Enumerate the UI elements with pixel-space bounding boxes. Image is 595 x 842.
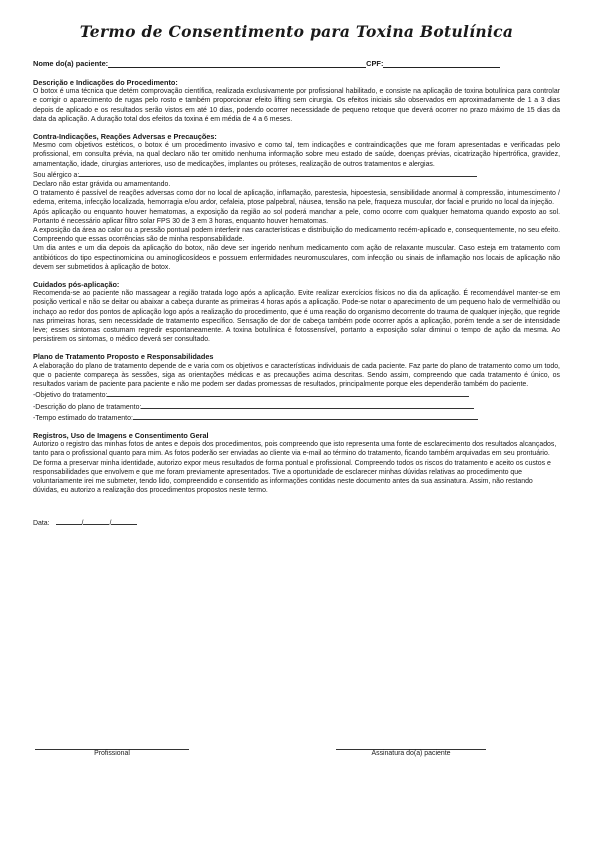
cpf-label: CPF: <box>366 59 384 68</box>
professional-signature[interactable] <box>35 749 189 757</box>
section-heading-contra: Contra-Indicações, Reações Adversas e Precauções: <box>33 132 217 142</box>
section-heading-registros: Registros, Uso de Imagens e Consentimento Geral <box>33 430 209 440</box>
date-line: Data: / / <box>33 517 560 527</box>
allergy-line <box>33 169 560 180</box>
descricao-plano-line <box>33 401 560 412</box>
descricao-plano-field[interactable] <box>141 401 474 409</box>
section-heading-cuidados: Cuidados pós-aplicação: <box>33 280 120 290</box>
objetivo-field[interactable] <box>107 389 469 397</box>
registros-paragraph: Autorizo o registro das minhas fotos de antes e depois dos procedimentos, pois compreendo que isto representa uma fonte de esclarecimento dos resultados alcançados, tanto para o profissional quanto para mim. As fotos poderão ser enviadas ao cliente via e-mail ao término do tratamento, ficando também arquivadas em seu prontuário. De forma a preservar minha identidade, autorizo expor meus resultados de forma pontual e profissional. Compreendo todos os riscos do tratamento e aceito os custos e responsabilidades que envolvem e que me foram previamente apresentados. Tive a oportunidade de esclarecer minhas dúvidas relativas ao procedimento que voluntariamente irei me submeter, tendo lido, compreendido e consentido as informações contidas neste documento antes da sua assinatura. Assim, não restando dúvidas, eu autorizo a realização dos procedimentos propostos neste termo. <box>33 441 557 495</box>
contra-paragraph-4: Após aplicação ou enquanto houver hematomas, a exposição da região ao sol poderá manchar a pele, como ocorre com qualquer hematoma quando exposto ao sol. Portanto é necessário aplicar filtro solar FPS 30 de 3 em 3 horas, enquanto houver hematomas. <box>33 208 560 225</box>
patient-id-line <box>33 59 560 68</box>
consent-form <box>33 22 560 757</box>
tempo-field[interactable] <box>133 412 478 420</box>
tempo-line <box>33 412 560 423</box>
contra-paragraph-6: Um dia antes e um dia depois da aplicação do botox, não deve ser ingerido nenhum medicamento com ação de relaxante muscular. Caso esteja em tratamento com antibióticos do tipo espectinomicina ou aminoglicosídeos e possuem enfermidades neuromusculares, com infecção ou sinais de inflamação nos locais de aplicação não devem ser submetidos à aplicação de botox. <box>33 245 560 271</box>
contra-paragraph-3: O tratamento é passível de reações adversas como dor no local de aplicação, inflamação, parestesia, hipoestesia, sensibilidade anormal à compressão, intumescimento / edema, eritema, infecção localizada, hemorragia e/ou ardor, cefaleia, ptose palpebral, náusea, tensão na pele, fraqueza muscular, dor facial e prurido no local da injeção. <box>33 190 560 207</box>
descricao-paragraph: O botox é uma técnica que detém comprovação científica, realizada exclusivamente por profissional habilitado, e consiste na aplicação de toxina botulínica para controlar e corrigir o aparecimento de rugas pelo rosto e também proporcionar efeito lifting sem cirurgia. Os efeitos iniciais são observados em aproximadamente de 1 a 3 dias depois de aplicado e os resultados serão vistos em até 10 dias, podendo ocorrer necessidade de pequeno retoque que deverá ocorrer no prazo máximo de 15 dias da data da aplicação. A duração total dos efeitos da toxina é em média de 4 a 6 meses. <box>33 88 560 123</box>
date-day-field[interactable] <box>56 517 82 525</box>
date-year-field[interactable] <box>111 517 137 525</box>
patient-name-label: Nome do(a) paciente: <box>33 59 109 68</box>
date-month-field[interactable] <box>83 517 109 525</box>
section-heading-plano: Plano de Tratamento Proposto e Responsabilidades <box>33 352 214 362</box>
descricao-plano-label: -Descrição do plano de tratamento: <box>33 403 142 411</box>
patient-signature-label: Assinatura do(a) paciente <box>371 750 451 757</box>
patient-name-field[interactable] <box>108 59 366 68</box>
plano-paragraph: A elaboração do plano de tratamento depende de e varia com os objetivos e características individuais de cada paciente. Faz parte do plano de tratamento como um todo, que o paciente compareça às sessões, siga as orientações médicas e as precauções acima descritas. Sendo assim, compreendo que cada tratamento é único, os resultados variam de paciente para paciente e não me podem ser dadas promessas de resultados, principalmente porque eles dependerão também do paciente. <box>33 362 560 389</box>
cpf-field[interactable] <box>383 59 500 68</box>
patient-signature[interactable] <box>336 749 486 757</box>
cuidados-paragraph: Recomenda-se ao paciente não massagear a região tratada logo após a aplicação. Evite realizar exercícios físicos no dia da aplicação. É recomendável manter-se em posição vertical e não se deitar ou abaixar a cabeça durante as primeiras 4 horas após a aplicação. Pode-se notar o aparecimento de um pequeno halo de vermelhidão ou inchaço ao redor dos pontos de aplicação logo após a realização do procedimento, que é uma reação do organismo decorrente do trauma de qualquer injeção, que regride nas primeiras horas, sem necessidade de tratamento específico. Sensação de dor de cabeça também pode ocorrer após a aplicação, porém tende a ser de intensidade leve; esses sintomas costumam regredir espontaneamente. A toxina botulínica é fotossensível, portanto a exposição solar diminui o tempo de ação da mesma. Ao persistirem os sintomas, o médico deverá ser consultado. <box>33 290 560 344</box>
allergy-label: Sou alérgico a: <box>33 171 80 179</box>
allergy-field[interactable] <box>79 169 477 177</box>
document-title: Termo de Consentimento para Toxina Botulínica <box>79 22 514 41</box>
contra-paragraph-5: A exposição da área ao calor ou a pressão pontual podem interferir nas características e distribuição do medicamento recém-aplicado e, consequentemente, no seu efeito. Compreendo que essas ocorrências são de minha responsabilidade. <box>33 227 560 244</box>
date-label: Data: <box>33 520 50 528</box>
contra-paragraph-2: Declaro não estar grávida ou amamentando. <box>33 181 171 189</box>
professional-label: Profissional <box>94 750 130 757</box>
objetivo-line <box>33 389 560 400</box>
tempo-label: -Tempo estimado do tratamento: <box>33 414 133 422</box>
section-heading-descricao: Descrição e Indicações do Procedimento: <box>33 78 178 87</box>
objetivo-label: -Objetivo do tratamento: <box>33 392 108 400</box>
contra-paragraph-1: Mesmo com objetivos estéticos, o botox é um procedimento invasivo e como tal, tem indicações e contraindicações que me foram apresentadas e verificadas pelo profissional, em consulta prévia, na qual declaro não ter omitido nenhuma informação sobre meu estado de saúde, doenças prévias, cicatrização hipertrófica, gravidez, amamentação, idade, cirurgias anteriores, uso de medicações, implantes ou próteses, realização de outros tratamentos e alergias. <box>33 142 560 168</box>
